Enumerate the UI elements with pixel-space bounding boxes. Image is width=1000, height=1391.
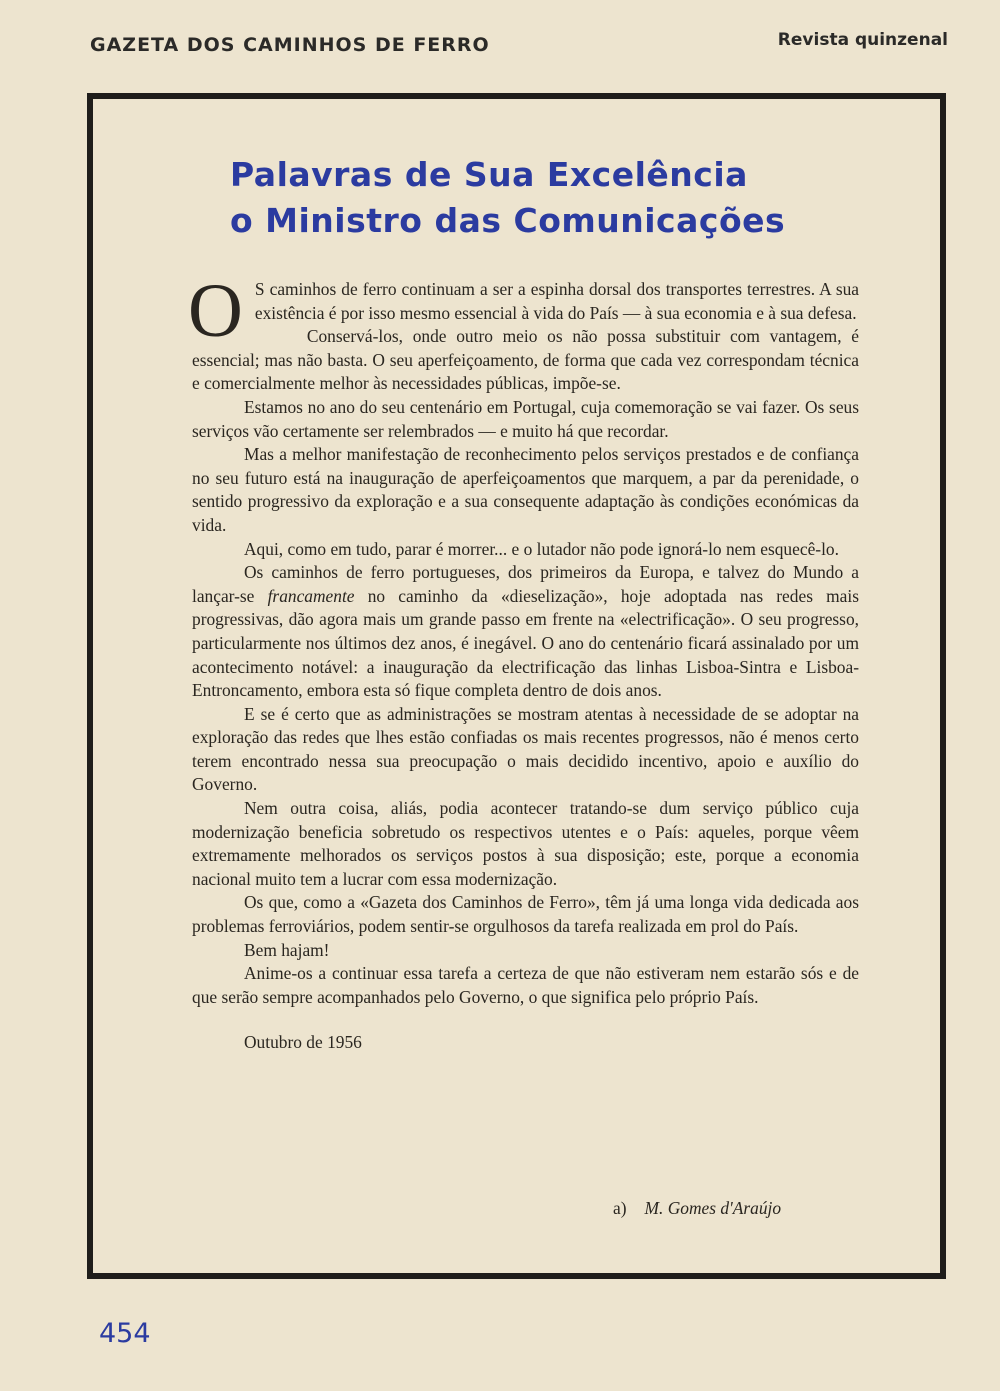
paragraph-3: Estamos no ano do seu centenário em Portugal, cuja comemoração se vai fazer. Os seus serviços vão certamente ser relembrados — e muito há que recordar. [192,396,859,441]
title-line-1: Palavras de Sua Excelência [230,155,748,194]
page-number: 454 [99,1318,151,1349]
article-title [230,152,850,244]
paragraph-1-text: S caminhos de ferro continuam a ser a espinha dorsal dos transportes terrestres. A sua existência é por isso mesmo essencial à vida do País — à sua economia e à sua defesa. [254,279,859,323]
paragraph-7: E se é certo que as administrações se mostram atentas à necessidade de se adoptar na exploração das redes que lhes estão confiadas os mais recentes progressos, não é menos certo terem encontrado nessa sua preocupação o mais decidido incentivo, apoio e auxílio do Governo. [192,703,859,795]
date-line: Outubro de 1956 [244,1032,362,1053]
paragraph-2: Conservá-los, onde outro meio os não possa substituir com vantagem, é essencial; mas não basta. O seu aperfeiçoamento, de forma que cada vez correspondam técnica e comercialmente melhor às necessidades públicas, impõe-se. [192,326,859,394]
paragraph-9: Os que, como a «Gazeta dos Caminhos de Ferro», têm já uma longa vida dedicada aos problemas ferroviários, podem sentir-se orgulhosos da tarefa realizada em prol do País. [192,892,859,937]
paragraph-8: Nem outra coisa, aliás, podia acontecer tratando-se dum serviço público cuja modernização beneficia sobretudo os respectivos utentes e o País: aqueles, porque vêem extremamente melhorados os serviços postos à sua disposição; este, porque a economia nacional muito tem a lucrar com essa modernização. [192,798,859,889]
article-body [188,269,859,1055]
signature [613,1198,781,1219]
drop-cap: O [188,269,243,353]
paragraph-5: Aqui, como em tudo, parar é morrer... e o lutador não pode ignorá-lo nem esquecê-lo. [244,538,839,559]
paragraph-10: Bem hajam! [244,939,330,960]
journal-frequency: Revista quinzenal [777,30,948,50]
signature-prefix: a) [613,1198,627,1218]
paragraph-11: Anime-os a continuar essa tarefa a certeza de que não estiveram nem estarão sós e de que serão sempre acompanhados pelo Governo, o que significa pelo próprio País. [192,963,859,1007]
page-header [0,0,1000,70]
paragraph-6-start: Os caminhos de ferro portugueses, dos primeiros da Europa, e talvez do Mundo a lançar-se [192,562,859,606]
paragraph-1 [188,269,859,353]
journal-name: GAZETA DOS CAMINHOS DE FERRO [90,34,490,56]
paragraph-6-end: no caminho da «dieselização», hoje adoptada nas redes mais progressivas, dão agora mais um grande passo em frente na «electrificação». O seu progresso, particularmente nos últimos dez anos, é inegável. O ano do centenário ficará assinalado por um acontecimento notável: a inauguração da electrificação das linhas Lisboa-Sintra e Lisboa-Entroncamento, embora esta só fique completa dentro de dois anos. [192,585,859,701]
paragraph-6 [192,561,859,703]
signature-name: M. Gomes d'Araújo [644,1198,782,1218]
title-line-2: o Ministro das Comunicações [230,201,786,240]
paragraph-6-italic: francamente [267,585,355,606]
paragraph-4: Mas a melhor manifestação de reconhecimento pelos serviços prestados e de confiança no seu futuro está na inauguração de aperfeiçoamentos que marquem, a par da perenidade, o sentido progressivo da exploração e a sua consequente adaptação às condições económicas da vida. [192,444,859,535]
